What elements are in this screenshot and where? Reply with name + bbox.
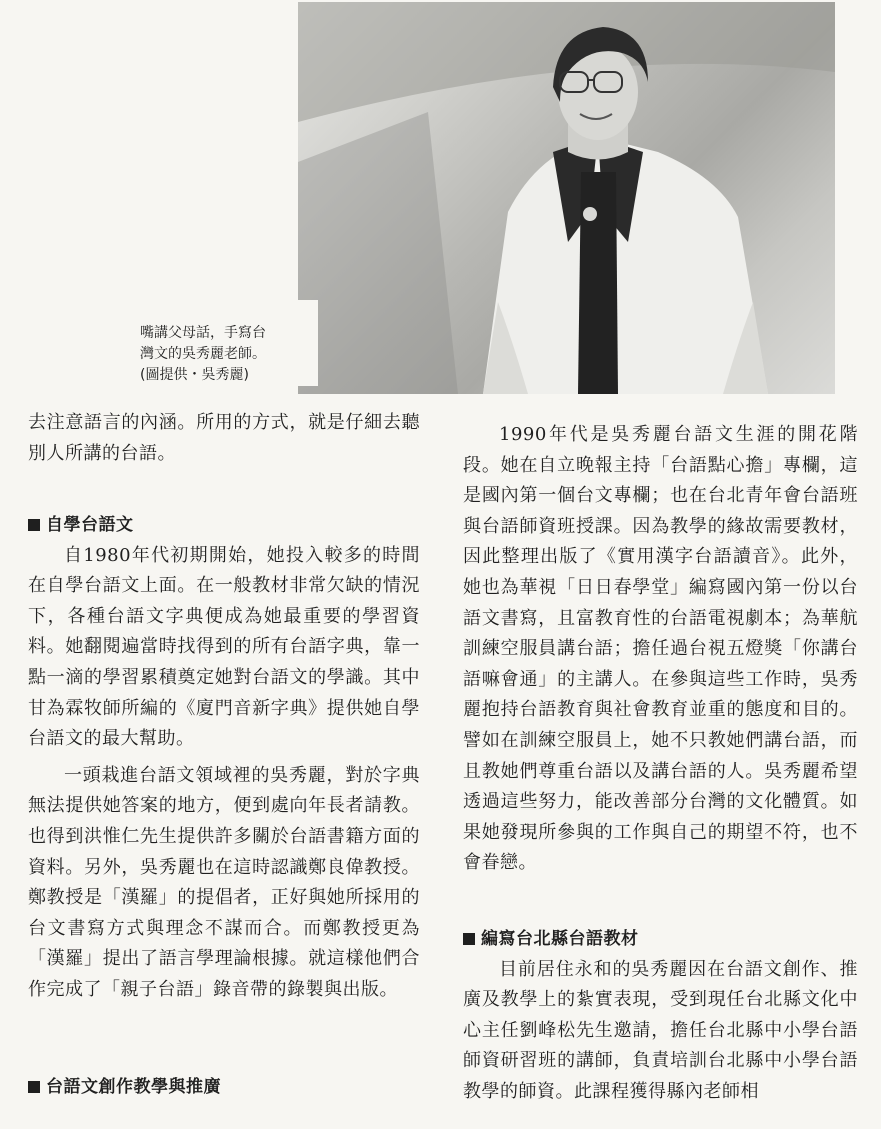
square-bullet-icon: [463, 933, 475, 945]
section-creation-heading-block: [28, 1072, 420, 1103]
square-bullet-icon: [28, 1081, 40, 1093]
photo-caption: [140, 323, 305, 386]
self-study-paragraph-1: 自1980年代初期開始，她投入較多的時間在自學台語文上面。在一般教材非常欠缺的情況下，各種台語文字典便成為她最重要的學習資料。她翻閱遍當時找得到的所有台語字典，靠一點一滴的學習累積奠定她對台語文的學識。其中甘為霖牧師所編的《廈門音新字典》提供她自學台語文的最大幫助。: [28, 544, 420, 750]
intro-paragraph: 去注意語言的內涵。所用的方式，就是仔細去聽別人所講的台語。: [28, 412, 420, 464]
section-heading-creation: [28, 1072, 420, 1103]
career-paragraph: 1990年代是吳秀麗台語文生涯的開花階段。她在自立晚報主持「台語點心擔」專欄，這是國內第一個台文專欄；也在台北青年會台語班與台語師資班授課。因為教學的緣故需要教材，因此整理出版了《實用漢字台語讀音》。此外，她也為華視「日日春學堂」編寫國內第一份以台語文書寫，且富教育性的台語電視劇本；為華航訓練空服員講台語；擔任過台視五燈獎「你講台語嘛會通」的主講人。在參與這些工作時，吳秀麗抱持台語教育與社會教育並重的態度和目的。譬如在訓練空服員上，她不只教她們講台語，而且教她們尊重台語以及講台語的人。吳秀麗希望透過這些努力，能改善部分台灣的文化體質。如果她發現所參與的工作與自己的期望不符，也不會眷戀。: [463, 424, 858, 874]
teacher-photo: [298, 2, 835, 394]
teacher-portrait-illustration: [298, 2, 835, 394]
caption-line-2: 灣文的吳秀麗老師。: [140, 346, 266, 362]
section-heading-text: 台語文創作教學與推廣: [46, 1077, 221, 1097]
left-intro: [28, 408, 420, 469]
section-heading-self-study: [28, 510, 420, 541]
self-study-paragraph-2: 一頭栽進台語文領域裡的吳秀麗，對於字典無法提供她答案的地方，便到處向年長者請教。也得到洪惟仁先生提供許多關於台語書籍方面的資料。另外，吳秀麗也在這時認識鄭良偉教授。鄭教授是「漢羅」的提倡者，正好與她所採用的台文書寫方式與理念不謀而合。而鄭教授更為「漢羅」提出了語言學理論根據。就這樣他們合作完成了「親子台語」錄音帶的錄製與出版。: [28, 764, 420, 1000]
section-taipei-materials: [463, 924, 858, 1108]
right-paragraph-1-block: [463, 420, 858, 879]
section-self-study: [28, 510, 420, 1006]
caption-line-3: (圖提供・吳秀麗): [140, 367, 249, 383]
caption-line-1: 嘴講父母話，手寫台: [140, 325, 266, 341]
square-bullet-icon: [28, 519, 40, 531]
section-heading-text: 自學台語文: [46, 515, 134, 535]
section-heading-text: 編寫台北縣台語教材: [481, 929, 639, 949]
section-heading-taipei: [463, 924, 858, 955]
taipei-paragraph: 目前居住永和的吳秀麗因在台語文創作、推廣及教學上的紮實表現，受到現任台北縣文化中心主任劉峰松先生邀請，擔任台北縣中小學台語師資研習班的講師，負責培訓台北縣中小學台語教學的師資。此課程獲得縣內老師相: [463, 958, 858, 1102]
